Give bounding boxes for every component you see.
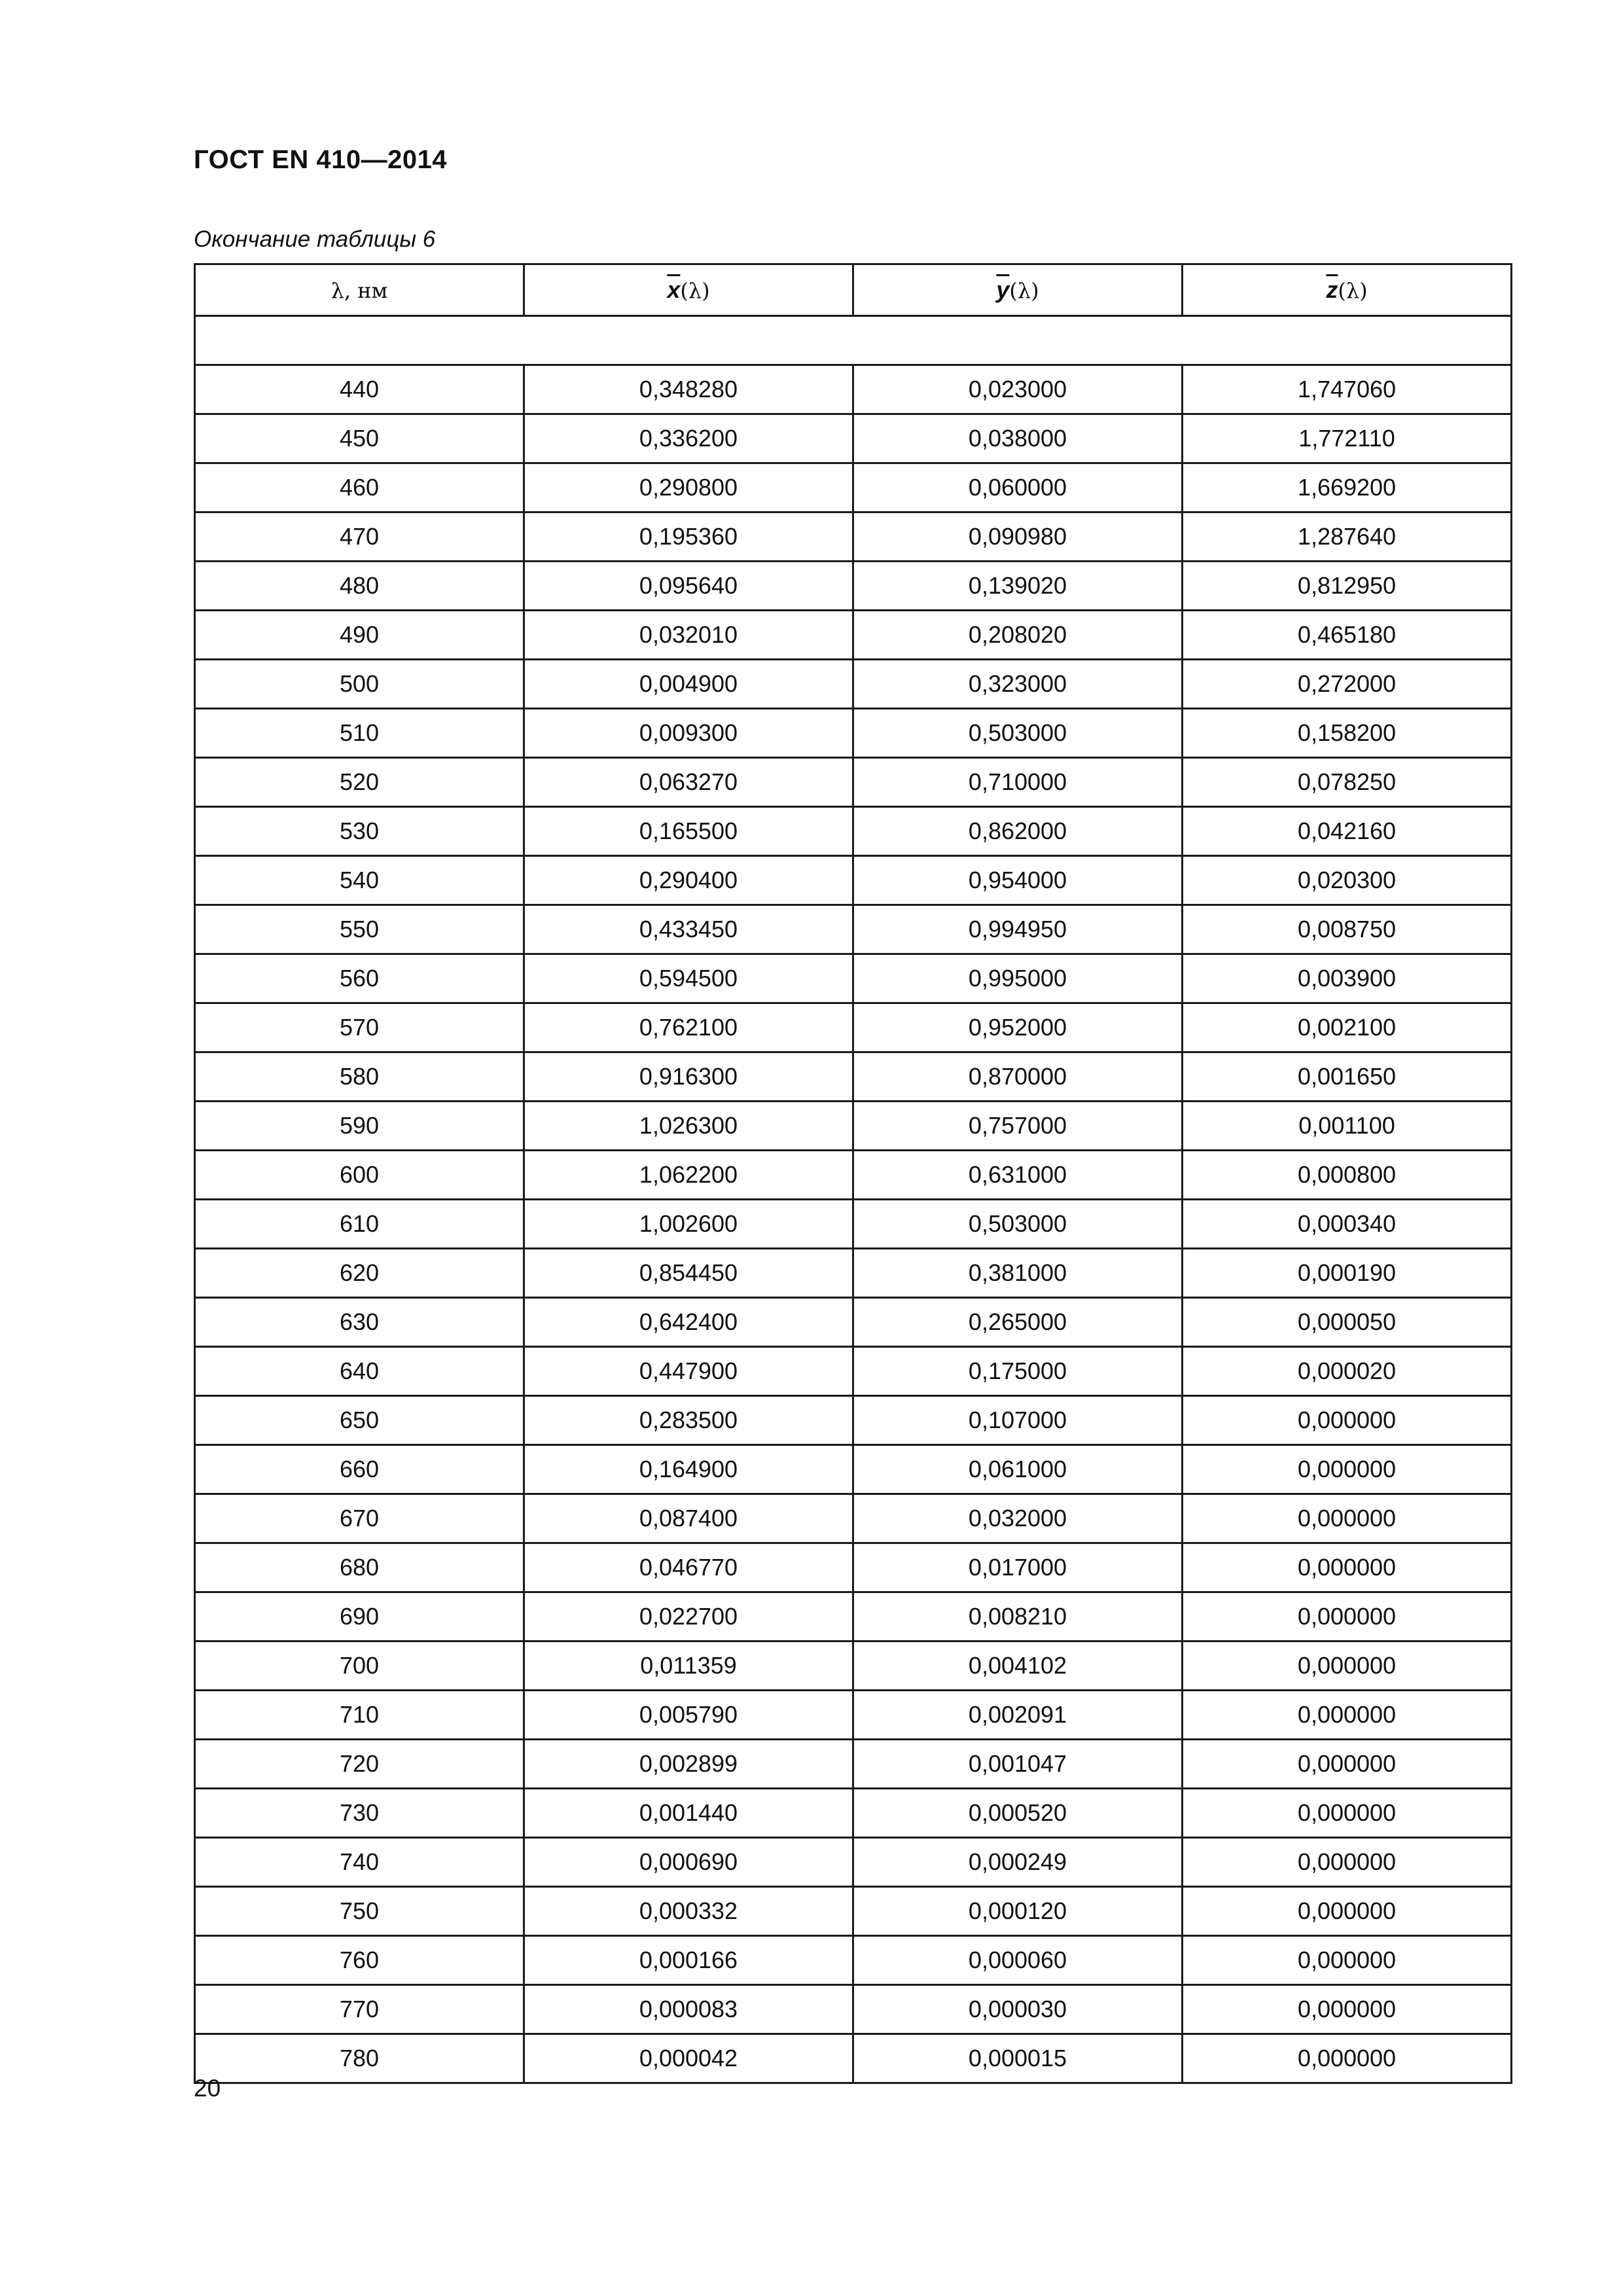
table-cell: 0,994950 <box>853 905 1183 954</box>
table-cell: 0,009300 <box>524 709 853 758</box>
table-cell: 0,000000 <box>1183 1740 1512 1789</box>
table-cell: 640 <box>195 1347 524 1396</box>
table-cell: 1,669200 <box>1183 463 1512 512</box>
table-cell: 0,000083 <box>524 1985 853 2034</box>
table-cell: 0,032000 <box>853 1494 1183 1543</box>
table-cell: 0,862000 <box>853 807 1183 856</box>
table-cell: 0,447900 <box>524 1347 853 1396</box>
table-row <box>195 856 1512 905</box>
table-cell: 0,000332 <box>524 1887 853 1936</box>
table-cell: 0,095640 <box>524 562 853 611</box>
table-cell: 0,158200 <box>1183 709 1512 758</box>
table-cell: 0,011359 <box>524 1641 853 1691</box>
table-cell: 0,995000 <box>853 954 1183 1003</box>
table-cell: 700 <box>195 1641 524 1691</box>
table-cell: 520 <box>195 758 524 807</box>
table-cell: 470 <box>195 512 524 562</box>
table-row <box>195 1838 1512 1887</box>
table-cell: 480 <box>195 562 524 611</box>
table-cell: 0,001100 <box>1183 1102 1512 1151</box>
table-cell: 0,381000 <box>853 1249 1183 1298</box>
table-cell: 0,000190 <box>1183 1249 1512 1298</box>
header-separator <box>195 316 1512 365</box>
table-cell: 690 <box>195 1592 524 1641</box>
table-cell: 0,757000 <box>853 1102 1183 1151</box>
table-cell: 0,020300 <box>1183 856 1512 905</box>
table-cell: 0,323000 <box>853 660 1183 709</box>
table-row <box>195 1151 1512 1200</box>
table-cell: 0,762100 <box>524 1003 853 1052</box>
table-row <box>195 1936 1512 1985</box>
table-cell: 760 <box>195 1936 524 1985</box>
table-cell: 0,503000 <box>853 709 1183 758</box>
table-row <box>195 512 1512 562</box>
table-header-row <box>195 264 1512 316</box>
table-cell: 0,000000 <box>1183 1887 1512 1936</box>
table-row <box>195 1887 1512 1936</box>
table-cell: 0,195360 <box>524 512 853 562</box>
header-z-bar-arg: (λ) <box>1338 278 1368 303</box>
table-row <box>195 954 1512 1003</box>
header-z-bar-symbol: $\overline{z}$ <box>1326 276 1338 303</box>
table-cell: 0,000020 <box>1183 1347 1512 1396</box>
table-cell: 550 <box>195 905 524 954</box>
header-wavelength <box>195 264 524 316</box>
table-cell: 0,000000 <box>1183 1592 1512 1641</box>
table-cell: 0,017000 <box>853 1543 1183 1592</box>
table-cell: 490 <box>195 611 524 660</box>
header-y-bar <box>853 264 1183 316</box>
table-cell: 0,465180 <box>1183 611 1512 660</box>
table-body <box>195 316 1512 2083</box>
table-cell: 0,594500 <box>524 954 853 1003</box>
table-cell: 0,000060 <box>853 1936 1183 1985</box>
table-cell: 0,175000 <box>853 1347 1183 1396</box>
table-cell: 670 <box>195 1494 524 1543</box>
header-x-bar <box>524 264 853 316</box>
table-cell: 0,000015 <box>853 2034 1183 2083</box>
table-cell: 0,290800 <box>524 463 853 512</box>
table-row <box>195 2034 1512 2083</box>
table-cell: 780 <box>195 2034 524 2083</box>
table-cell: 0,139020 <box>853 562 1183 611</box>
table-row <box>195 463 1512 512</box>
table-cell: 720 <box>195 1740 524 1789</box>
table-cell: 0,023000 <box>853 365 1183 414</box>
table-row <box>195 414 1512 463</box>
table-cell: 460 <box>195 463 524 512</box>
table-cell: 590 <box>195 1102 524 1151</box>
table-cell: 0,000000 <box>1183 1641 1512 1691</box>
table-row <box>195 1396 1512 1445</box>
table-cell: 0,003900 <box>1183 954 1512 1003</box>
table-cell: 0,348280 <box>524 365 853 414</box>
table-cell: 650 <box>195 1396 524 1445</box>
table-cell: 0,022700 <box>524 1592 853 1641</box>
table-cell: 0,008210 <box>853 1592 1183 1641</box>
table-caption: Окончание таблицы 6 <box>194 226 436 252</box>
table-cell: 0,272000 <box>1183 660 1512 709</box>
data-table <box>194 263 1512 2084</box>
table-row <box>195 807 1512 856</box>
table-row <box>195 1052 1512 1102</box>
table-cell: 0,503000 <box>853 1200 1183 1249</box>
table-row <box>195 1592 1512 1641</box>
header-separator-cell <box>195 316 1512 365</box>
table-row <box>195 1789 1512 1838</box>
table-cell: 0,002100 <box>1183 1003 1512 1052</box>
table-cell: 660 <box>195 1445 524 1494</box>
header-z-bar <box>1183 264 1512 316</box>
table-cell: 0,642400 <box>524 1298 853 1347</box>
table-cell: 0,002899 <box>524 1740 853 1789</box>
table-cell: 0,000000 <box>1183 2034 1512 2083</box>
table-row <box>195 758 1512 807</box>
table-cell: 620 <box>195 1249 524 1298</box>
table-row <box>195 660 1512 709</box>
table-cell: 0,290400 <box>524 856 853 905</box>
table-row <box>195 1347 1512 1396</box>
table-cell: 1,747060 <box>1183 365 1512 414</box>
table-cell: 0,000340 <box>1183 1200 1512 1249</box>
table-cell: 1,002600 <box>524 1200 853 1249</box>
table-cell: 0,000042 <box>524 2034 853 2083</box>
table-cell: 0,046770 <box>524 1543 853 1592</box>
table-cell: 0,000050 <box>1183 1298 1512 1347</box>
page-number: 20 <box>194 2075 221 2102</box>
table-row <box>195 1102 1512 1151</box>
header-y-bar-symbol: $\overline{y}$ <box>996 276 1010 303</box>
table-cell: 0,000000 <box>1183 1838 1512 1887</box>
table-cell: 0,032010 <box>524 611 853 660</box>
table-cell: 0,000166 <box>524 1936 853 1985</box>
table-cell: 0,433450 <box>524 905 853 954</box>
table-cell: 440 <box>195 365 524 414</box>
table-cell: 0,001440 <box>524 1789 853 1838</box>
table-cell: 0,812950 <box>1183 562 1512 611</box>
table-cell: 0,001047 <box>853 1740 1183 1789</box>
header-wavelength-label: λ, нм <box>330 278 388 303</box>
table-row <box>195 562 1512 611</box>
table-cell: 530 <box>195 807 524 856</box>
table-cell: 0,000000 <box>1183 1494 1512 1543</box>
table-cell: 500 <box>195 660 524 709</box>
table-cell: 0,000000 <box>1183 1396 1512 1445</box>
table-row <box>195 611 1512 660</box>
table-cell: 0,000000 <box>1183 1691 1512 1740</box>
table-cell: 560 <box>195 954 524 1003</box>
table-cell: 0,078250 <box>1183 758 1512 807</box>
table-cell: 0,042160 <box>1183 807 1512 856</box>
table-cell: 0,954000 <box>853 856 1183 905</box>
table-cell: 0,004102 <box>853 1641 1183 1691</box>
table-cell: 0,000000 <box>1183 1789 1512 1838</box>
table-cell: 0,000030 <box>853 1985 1183 2034</box>
header-x-bar-symbol: $\overline{x}$ <box>667 276 681 303</box>
table-cell: 0,000120 <box>853 1887 1183 1936</box>
table-cell: 0,000520 <box>853 1789 1183 1838</box>
table-cell: 0,004900 <box>524 660 853 709</box>
header-y-bar-arg: (λ) <box>1009 278 1039 303</box>
table-cell: 0,005790 <box>524 1691 853 1740</box>
table-cell: 0,008750 <box>1183 905 1512 954</box>
table-cell: 0,090980 <box>853 512 1183 562</box>
table-cell: 0,000249 <box>853 1838 1183 1887</box>
table-cell: 1,062200 <box>524 1151 853 1200</box>
table-row <box>195 905 1512 954</box>
table-cell: 0,208020 <box>853 611 1183 660</box>
table-row <box>195 1298 1512 1347</box>
table-cell: 0,631000 <box>853 1151 1183 1200</box>
table-cell: 450 <box>195 414 524 463</box>
table-row <box>195 1200 1512 1249</box>
table-cell: 0,038000 <box>853 414 1183 463</box>
table-cell: 0,000800 <box>1183 1151 1512 1200</box>
table-cell: 0,060000 <box>853 463 1183 512</box>
table-cell: 1,287640 <box>1183 512 1512 562</box>
table-cell: 0,870000 <box>853 1052 1183 1102</box>
table-cell: 0,164900 <box>524 1445 853 1494</box>
table-row <box>195 1543 1512 1592</box>
table-cell: 770 <box>195 1985 524 2034</box>
table-cell: 0,061000 <box>853 1445 1183 1494</box>
table-cell: 0,001650 <box>1183 1052 1512 1102</box>
table-row <box>195 1985 1512 2034</box>
table-cell: 1,026300 <box>524 1102 853 1151</box>
table-row <box>195 1445 1512 1494</box>
table-cell: 0,952000 <box>853 1003 1183 1052</box>
table-cell: 0,165500 <box>524 807 853 856</box>
table-cell: 0,000000 <box>1183 1445 1512 1494</box>
table-cell: 680 <box>195 1543 524 1592</box>
table-cell: 0,000000 <box>1183 1985 1512 2034</box>
table-row <box>195 1641 1512 1691</box>
table-cell: 740 <box>195 1838 524 1887</box>
table-cell: 0,000000 <box>1183 1936 1512 1985</box>
table-cell: 0,710000 <box>853 758 1183 807</box>
table-row <box>195 1691 1512 1740</box>
document-code: ГОСТ EN 410—2014 <box>194 145 448 174</box>
table-cell: 0,107000 <box>853 1396 1183 1445</box>
table-cell: 750 <box>195 1887 524 1936</box>
table-row <box>195 709 1512 758</box>
table-cell: 580 <box>195 1052 524 1102</box>
table-row <box>195 1740 1512 1789</box>
table-cell: 0,063270 <box>524 758 853 807</box>
table-row <box>195 1249 1512 1298</box>
table-cell: 710 <box>195 1691 524 1740</box>
table-cell: 730 <box>195 1789 524 1838</box>
table-cell: 610 <box>195 1200 524 1249</box>
table-cell: 600 <box>195 1151 524 1200</box>
table-row <box>195 365 1512 414</box>
table-cell: 1,772110 <box>1183 414 1512 463</box>
table-cell: 510 <box>195 709 524 758</box>
table-cell: 0,283500 <box>524 1396 853 1445</box>
table-cell: 540 <box>195 856 524 905</box>
table-cell: 0,916300 <box>524 1052 853 1102</box>
table-cell: 0,265000 <box>853 1298 1183 1347</box>
table-cell: 0,854450 <box>524 1249 853 1298</box>
table-cell: 0,336200 <box>524 414 853 463</box>
table-cell: 0,000000 <box>1183 1543 1512 1592</box>
table-row <box>195 1494 1512 1543</box>
table-cell: 0,002091 <box>853 1691 1183 1740</box>
table-cell: 0,000690 <box>524 1838 853 1887</box>
table-cell: 630 <box>195 1298 524 1347</box>
table-row <box>195 1003 1512 1052</box>
table-cell: 0,087400 <box>524 1494 853 1543</box>
table-cell: 570 <box>195 1003 524 1052</box>
header-x-bar-arg: (λ) <box>680 278 710 303</box>
